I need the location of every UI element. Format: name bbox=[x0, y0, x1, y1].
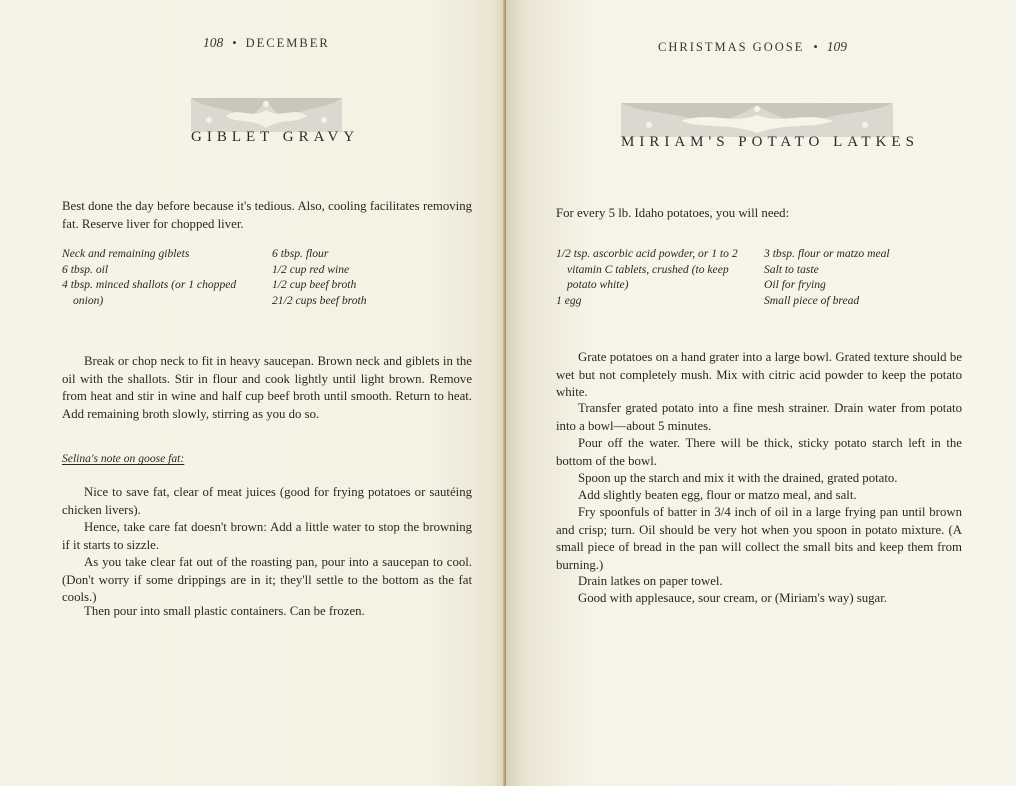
ingredient-item: 6 tbsp. oil bbox=[62, 262, 109, 276]
step-paragraph: Fry spoonfuls of batter in 3/4 inch of oil in a large frying pan until brown and crisp; turn. Oil should be very hot when you spoon in potato mixture. (A small piece of bread in the pan will collect the small bits and keep them from burning.) bbox=[556, 505, 962, 572]
ingredients-column-left-a bbox=[62, 246, 252, 308]
left-page bbox=[0, 0, 506, 786]
ingredient-item: Oil for frying bbox=[764, 278, 826, 291]
recipe-intro-left: Best done the day before because it's tedious. Also, cooling facilitates removing fat. Reserve liver for chopped liver. bbox=[62, 199, 472, 231]
ingredient-item: 1 egg bbox=[556, 293, 582, 307]
note-paragraph: Nice to save fat, clear of meat juices (good for frying potatoes or sautéing chicken livers). bbox=[62, 485, 472, 517]
step-paragraph: Grate potatoes on a hand grater into a large bowl. Grated texture should be wet but not completely mush. Mix with citric acid powder to keep the potato white. bbox=[556, 350, 962, 400]
ingredient-item: 1/2 tsp. ascorbic acid powder, or 1 to 2 vitamin C tablets, crushed (to keep potato white) bbox=[556, 247, 738, 291]
step-paragraph: Transfer grated potato into a fine mesh strainer. Drain water from potato into a bowl—about 5 minutes. bbox=[556, 401, 962, 433]
ingredients-column-left-b bbox=[272, 246, 462, 308]
page-number-left: 108 bbox=[203, 35, 224, 50]
note-paragraph: Then pour into small plastic containers. Can be frozen. bbox=[84, 604, 365, 618]
recipe-banner-left bbox=[191, 98, 360, 145]
ingredient-item: 3 tbsp. flour or matzo meal bbox=[764, 247, 890, 260]
ingredients-column-right-a bbox=[556, 246, 752, 308]
step-paragraph: Pour off the water. There will be thick, sticky potato starch left in the bottom of the bowl. bbox=[556, 436, 962, 468]
ingredients-column-right-b bbox=[764, 246, 964, 308]
recipe-title-right: MIRIAM'S POTATO LATKES bbox=[621, 134, 919, 150]
left-running-head bbox=[203, 35, 330, 51]
ingredient-item: 21/2 cups beef broth bbox=[272, 293, 367, 307]
ingredient-item: Small piece of bread bbox=[764, 293, 860, 307]
ingredient-item: 4 tbsp. minced shallots (or 1 chopped onion) bbox=[62, 278, 237, 307]
step-paragraph: Good with applesauce, sour cream, or (Miriam's way) sugar. bbox=[578, 591, 887, 605]
ingredient-item: Salt to taste bbox=[764, 262, 819, 276]
ingredient-item: Neck and remaining giblets bbox=[62, 247, 190, 260]
ingredient-item: 1/2 cup red wine bbox=[272, 262, 350, 276]
section-title-left: DECEMBER bbox=[245, 36, 330, 50]
section-title-right: CHRISTMAS GOOSE bbox=[658, 40, 805, 54]
note-paragraph: Hence, take care fat doesn't brown: Add a little water to stop the browning if it starts to sizzle. bbox=[62, 520, 472, 552]
recipe-banner-right bbox=[621, 103, 919, 150]
right-page bbox=[506, 0, 1016, 786]
note-paragraph: As you take clear fat out of the roasting pan, pour into a saucepan to cool. (Don't worry if some drippings are in it; they'll settle to the bottom as the fat cools.) bbox=[62, 555, 472, 605]
ingredient-item: 1/2 cup beef broth bbox=[272, 278, 357, 291]
step-paragraph: Spoon up the starch and mix it with the drained, grated potato. bbox=[578, 471, 898, 485]
right-running-head bbox=[658, 39, 847, 55]
recipe-title-left: GIBLET GRAVY bbox=[191, 129, 360, 145]
step-paragraph: Add slightly beaten egg, flour or matzo meal, and salt. bbox=[578, 488, 857, 502]
note-heading: Selina's note on goose fat: bbox=[62, 452, 185, 465]
instructions-left: Break or chop neck to fit in heavy saucepan. Brown neck and giblets in the oil with the shallots. Stir in flour and cook lightly until light brown. Remove from heat and stir in wine and half cup beef broth until smooth. Return to heat. Add remaining broth slowly, stirring as you do so. bbox=[62, 354, 472, 421]
separator-dot: • bbox=[813, 40, 818, 54]
ingredient-item: 6 tbsp. flour bbox=[272, 247, 329, 260]
recipe-intro-right: For every 5 lb. Idaho potatoes, you will need: bbox=[556, 206, 790, 220]
step-paragraph: Drain latkes on paper towel. bbox=[578, 574, 723, 588]
page-number-right: 109 bbox=[826, 39, 847, 54]
separator-dot: • bbox=[232, 36, 237, 50]
